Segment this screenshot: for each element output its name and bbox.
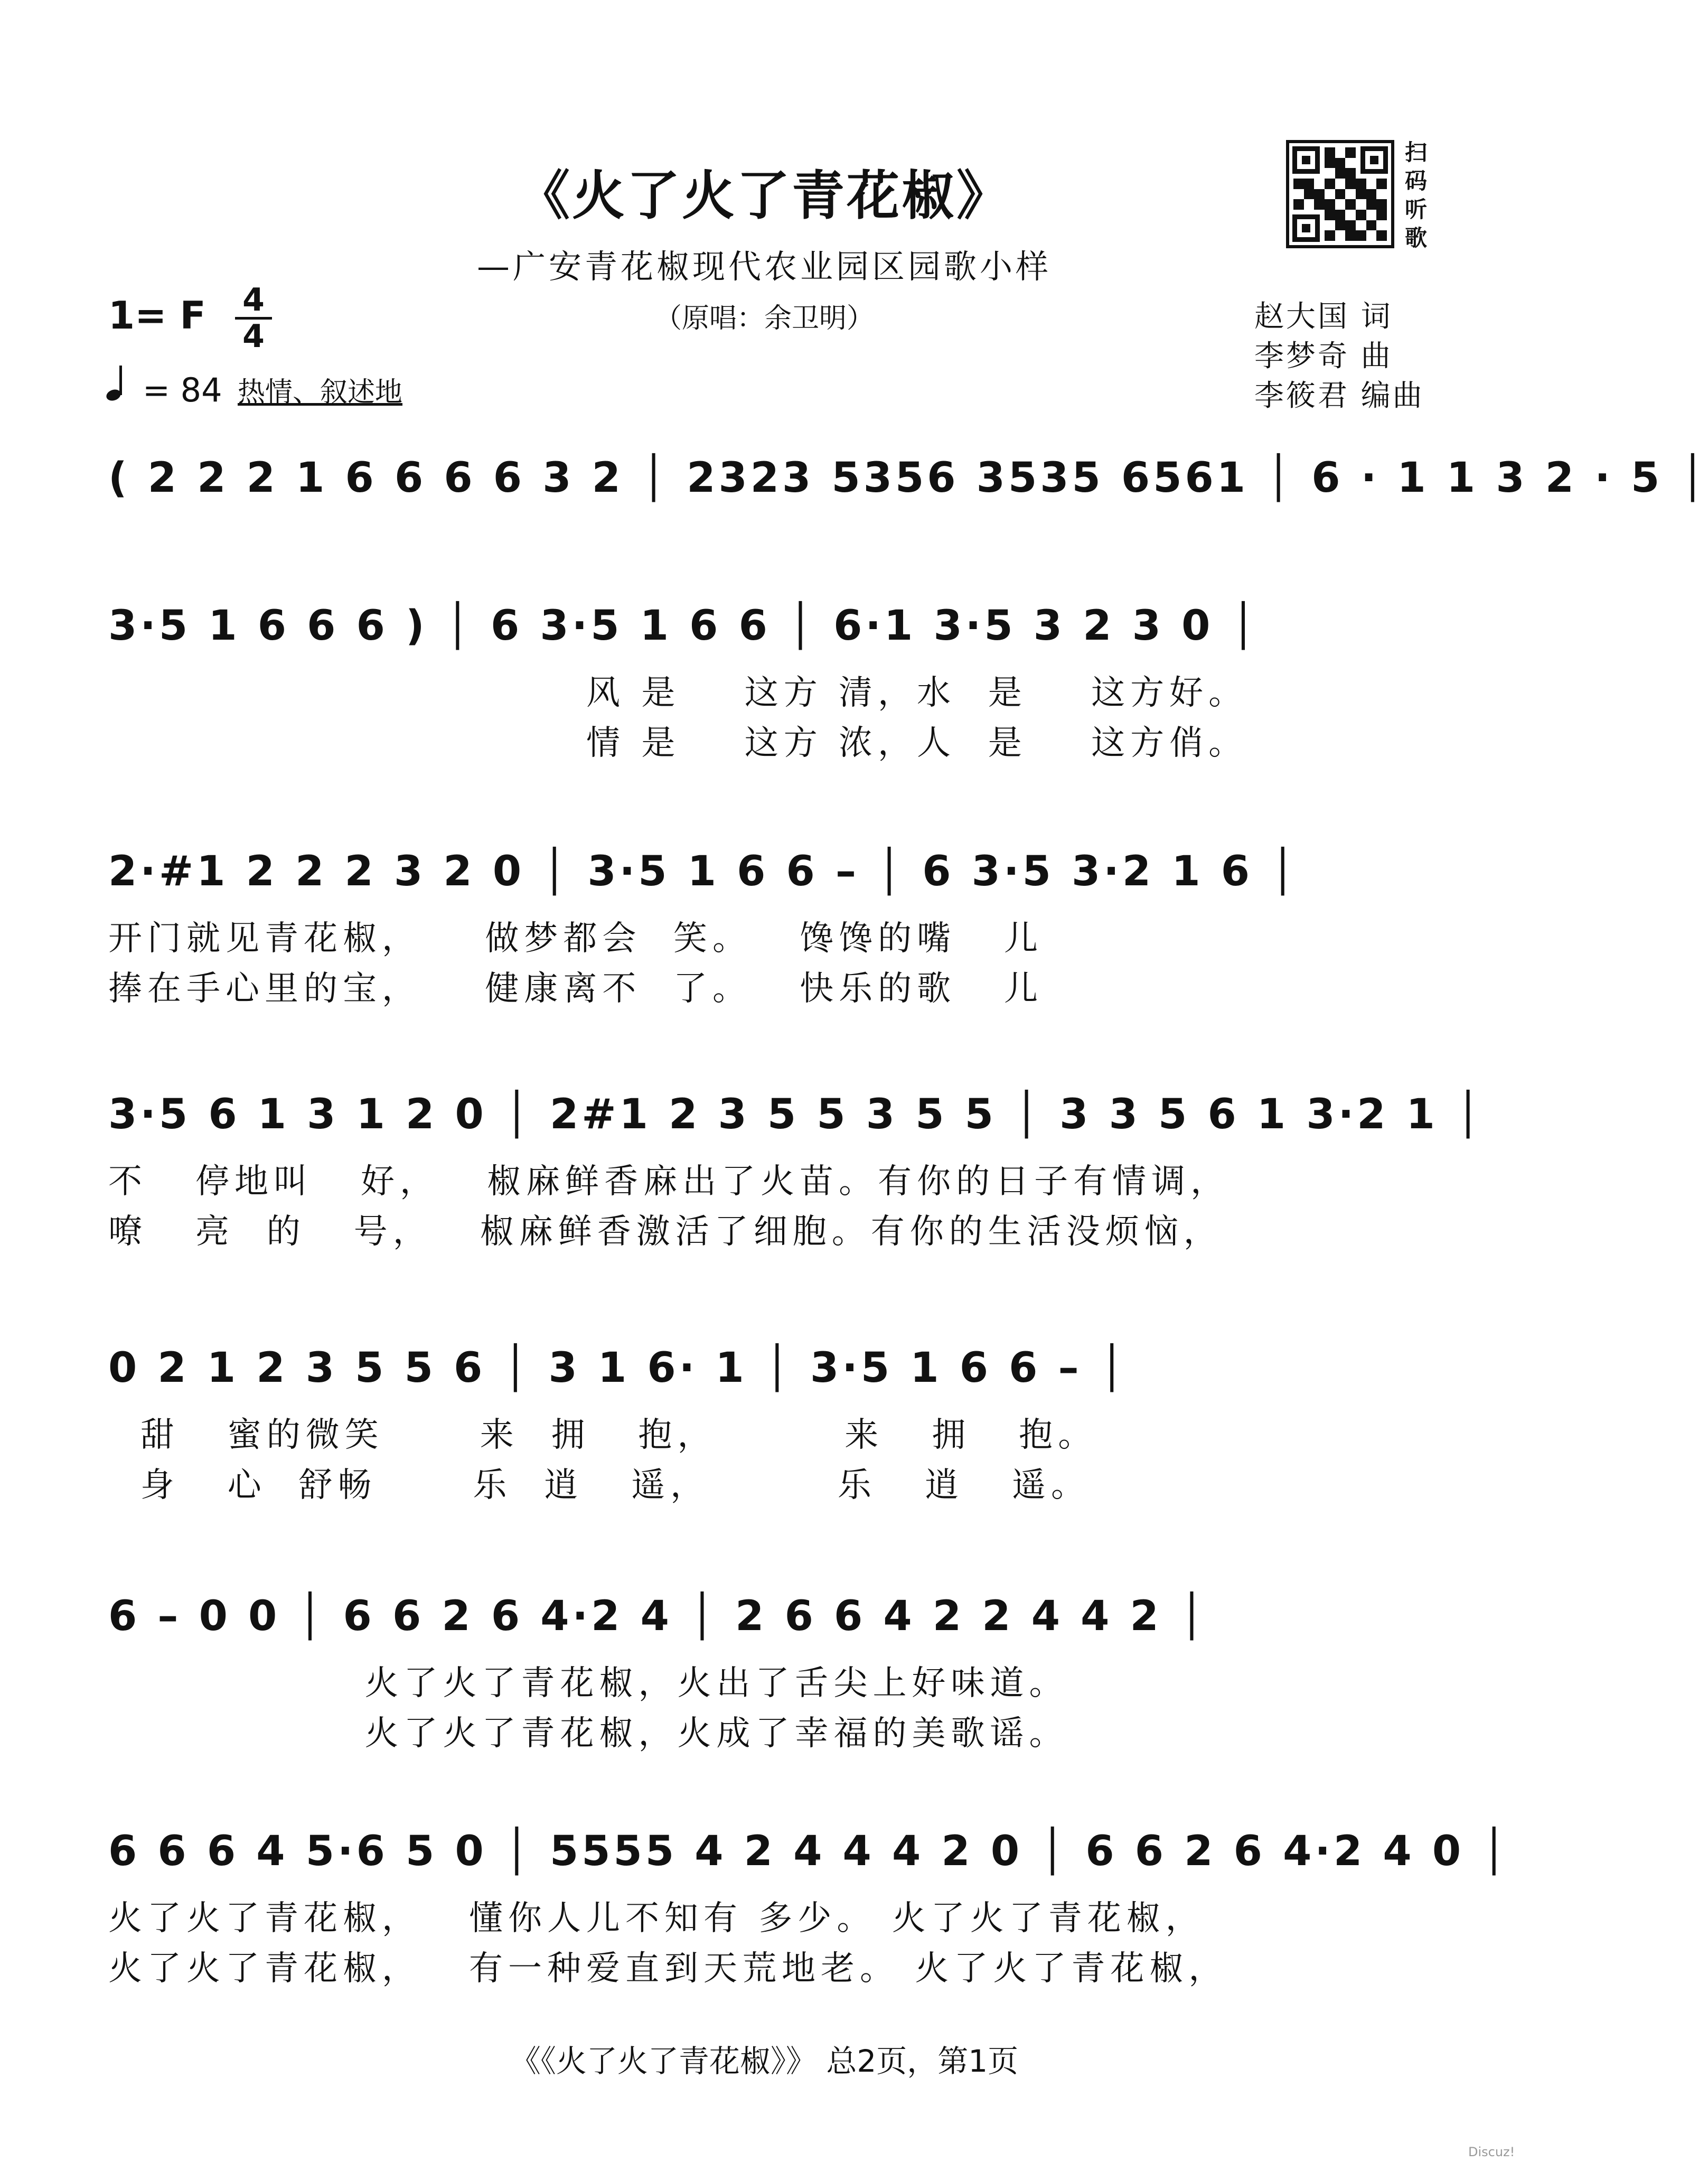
staff-5-notes: 0 2 1 2 3 5 5 6 │ 3 1 6· 1 │ 3·5 1 6 6 – │: [108, 1344, 1128, 1392]
quarter-note-icon: [106, 364, 143, 409]
staff-7-notes: 6 6 6 4 5·6 5 0 │ 5555 4 2 4 4 4 2 0 │ 6 6 2 6 4·2 4 0 │: [108, 1828, 1510, 1875]
qr-code-icon[interactable]: [1286, 140, 1394, 248]
expression-marking: 热情、叙述地: [238, 377, 403, 408]
staff-6-lyrics-verse-2: 火了火了青花椒，火成了幸福的美歌谣。: [108, 1714, 1068, 1753]
staff-1-notes: ( 2 2 2 1 6 6 6 6 3 2 │ 2323 5356 3535 6561 │ 6 · 1 1 3 2 · 5 │: [108, 454, 1708, 502]
staff-2-notes: 3·5 1 6 6 6 ) │ 6 3·5 1 6 6 │ 6·1 3·5 3 2 3 0 │: [108, 602, 1259, 650]
staff-5-lyrics-verse-2: 身 心 舒畅 乐 逍 遥， 乐 逍 遥。: [108, 1466, 1090, 1505]
original-singer: （原唱：余卫明）: [654, 303, 874, 334]
staff-7-lyrics-verse-2: 火了火了青花椒， 有一种爱直到天荒地老。 火了火了青花椒，: [108, 1949, 1228, 1988]
key-signature: 1= F: [108, 293, 206, 338]
staff-3-notes: 2·#1 2 2 2 3 2 0 │ 3·5 1 6 6 – │ 6 3·5 3·2 1 6 │: [108, 848, 1299, 895]
subtitle: —广安青花椒现代农业园区园歌小样: [476, 247, 1052, 286]
staff-4-lyrics-verse-2: 嘹 亮 的 号， 椒麻鲜香激活了细胞。有你的生活没烦恼，: [108, 1212, 1223, 1251]
watermark: Discuz!: [1468, 2145, 1515, 2159]
staff-4-lyrics-verse-1: 不 停地叫 好， 椒麻鲜香麻出了火苗。有你的日子有情调，: [108, 1162, 1230, 1201]
qr-finder-top-left: [1292, 146, 1320, 174]
staff-3-lyrics-verse-1: 开门就见青花椒， 做梦都会 笑。 馋馋的嘴 儿: [108, 919, 1044, 958]
staff-7-lyrics-verse-1: 火了火了青花椒， 懂你人儿不知有 多少。 火了火了青花椒，: [108, 1899, 1205, 1938]
qr-finder-top-right: [1360, 146, 1388, 174]
tempo-value: = 84: [143, 371, 222, 409]
composer-credit: 李梦奇 曲: [1254, 339, 1393, 373]
time-signature-bottom: 4: [242, 318, 265, 355]
page-title: 《火了火了青花椒》: [517, 165, 1011, 227]
staff-3-lyrics-verse-2: 捧在手心里的宝， 健康离不 了。 快乐的歌 儿: [108, 969, 1044, 1008]
staff-2-lyrics-verse-1: 风 是 这方 清，水 是 这方好。: [586, 673, 1248, 713]
staff-2-lyrics-verse-2: 情 是 这方 浓，人 是 这方俏。: [586, 724, 1248, 763]
tempo-marking: [106, 364, 222, 409]
staff-6-notes: 6 – 0 0 │ 6 6 2 6 4·2 4 │ 2 6 6 4 2 2 4 4 2 │: [108, 1593, 1207, 1640]
lyricist-credit: 赵大国 词: [1254, 300, 1393, 334]
time-signature: [235, 282, 272, 355]
staff-5-lyrics-verse-1: 甜 蜜的微笑 来 拥 抱， 来 拥 抱。: [108, 1416, 1097, 1455]
staff-4-notes: 3·5 6 1 3 1 2 0 │ 2#1 2 3 5 5 3 5 5 │ 3 3 5 6 1 3·2 1 │: [108, 1091, 1484, 1138]
staff-6-lyrics-verse-1: 火了火了青花椒，火出了舌尖上好味道。: [108, 1664, 1068, 1703]
qr-finder-bottom-left: [1292, 214, 1320, 242]
time-signature-top: 4: [242, 282, 265, 319]
qr-label: 扫码听歌: [1405, 139, 1428, 251]
page-footer: 《《火了火了青花椒》》 总2页，第1页: [510, 2043, 1019, 2079]
arranger-credit: 李筱君 编曲: [1254, 379, 1424, 413]
